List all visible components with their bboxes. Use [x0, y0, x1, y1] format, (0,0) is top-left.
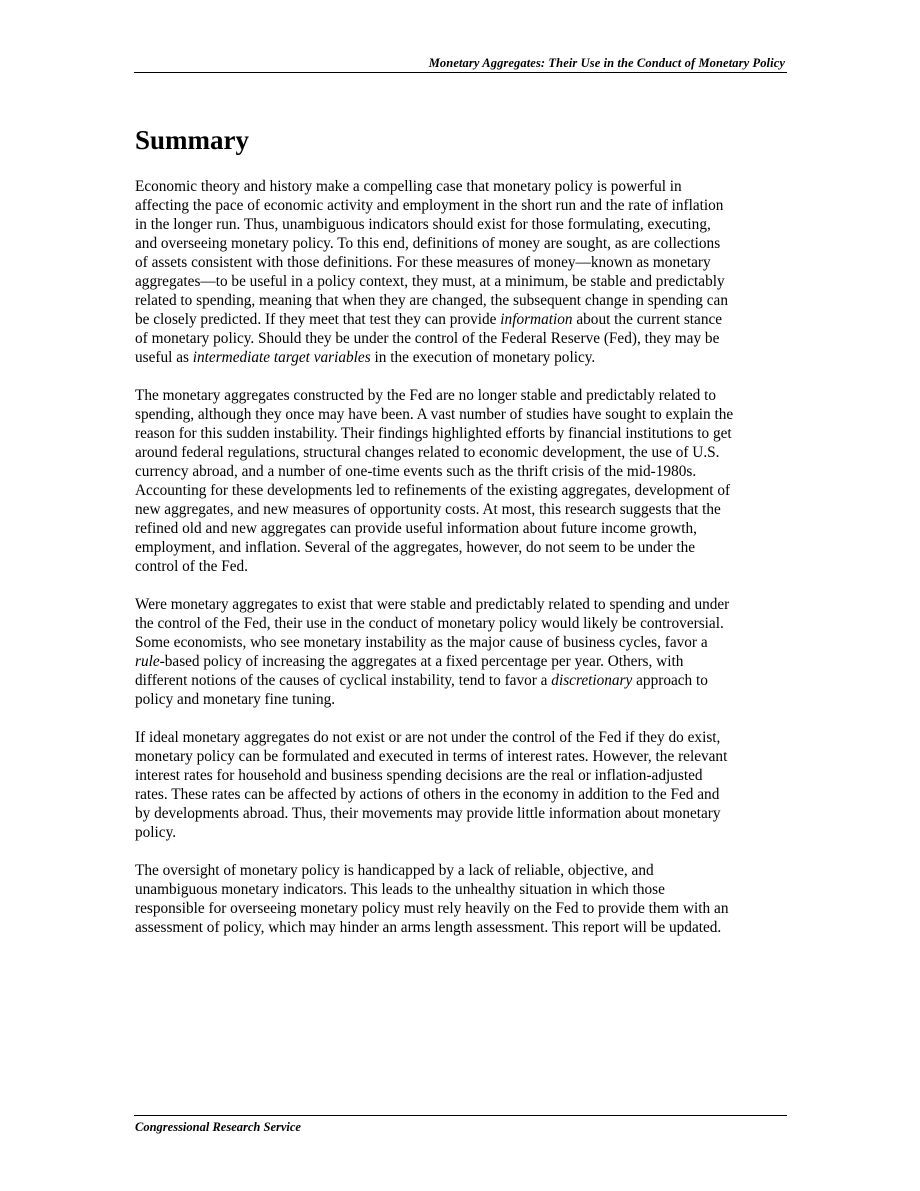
text-line: [135, 652, 790, 671]
text-run: policy and monetary fine tuning.: [135, 691, 336, 708]
text-run: in the longer run. Thus, unambiguous indicators should exist for those formulating, executing,: [135, 216, 711, 233]
text-run: about the current stance: [572, 311, 723, 328]
summary-paragraph: [135, 861, 790, 937]
text-run: the control of the Fed, their use in the conduct of monetary policy would likely be controversial.: [135, 615, 724, 632]
summary-paragraph: [135, 177, 790, 367]
text-run: and overseeing monetary policy. To this end, definitions of money are sought, as are collections: [135, 235, 721, 252]
text-line: [135, 253, 790, 272]
text-run: Accounting for these developments led to refinements of the existing aggregates, development of: [135, 482, 731, 499]
text-run: unambiguous monetary indicators. This leads to the unhealthy situation in which those: [135, 881, 665, 898]
text-run: spending, although they once may have been. A vast number of studies have sought to explain the: [135, 406, 734, 423]
text-run: Economic theory and history make a compelling case that monetary policy is powerful in: [135, 178, 682, 195]
text-line: [135, 804, 790, 823]
text-run: interest rates for household and business spending decisions are the real or inflation-adjusted: [135, 767, 703, 784]
text-line: [135, 728, 790, 747]
text-run: of monetary policy. Should they be under the control of the Federal Reserve (Fed), they may be: [135, 330, 720, 347]
text-line: [135, 177, 790, 196]
text-line: [135, 671, 790, 690]
text-line: [135, 595, 790, 614]
text-run: rates. These rates can be affected by actions of others in the economy in addition to the Fed and: [135, 786, 720, 803]
text-run: around federal regulations, structural changes related to economic development, the use of U.S.: [135, 444, 720, 461]
page-title: Summary: [135, 125, 249, 155]
text-line: [135, 405, 790, 424]
text-line: [135, 329, 790, 348]
text-line: [135, 918, 790, 937]
text-line: [135, 519, 790, 538]
text-line: [135, 386, 790, 405]
text-run: aggregates—to be useful in a policy context, they must, at a minimum, be stable and predictably: [135, 273, 725, 290]
text-line: [135, 196, 790, 215]
text-run: approach to: [632, 672, 708, 689]
header-rule: [134, 72, 787, 73]
text-run: employment, and inflation. Several of the aggregates, however, do not seem to be under the: [135, 539, 696, 556]
text-line: [135, 348, 790, 367]
text-line: [135, 633, 790, 652]
text-line: [135, 500, 790, 519]
text-run: -based policy of increasing the aggregates at a fixed percentage per year. Others, with: [159, 653, 684, 670]
text-run: different notions of the causes of cyclical instability, tend to favor a: [135, 672, 552, 689]
emphasized-term: intermediate target variables: [192, 349, 371, 366]
text-line: [135, 690, 790, 709]
summary-body: [135, 177, 790, 956]
text-line: [135, 234, 790, 253]
text-line: [135, 899, 790, 918]
text-line: [135, 823, 790, 842]
footer-rule: [134, 1115, 787, 1116]
text-line: [135, 443, 790, 462]
text-line: [135, 215, 790, 234]
text-run: responsible for overseeing monetary policy must rely heavily on the Fed to provide them with an: [135, 900, 729, 917]
footer-organization: Congressional Research Service: [135, 1120, 301, 1134]
summary-paragraph: [135, 595, 790, 709]
text-run: control of the Fed.: [135, 558, 249, 575]
text-run: Some economists, who see monetary instability as the major cause of business cycles, favor a: [135, 634, 708, 651]
text-line: [135, 538, 790, 557]
text-run: reason for this sudden instability. Their findings highlighted efforts by financial institutions to get: [135, 425, 732, 442]
text-line: [135, 481, 790, 500]
text-line: [135, 310, 790, 329]
text-run: The monetary aggregates constructed by the Fed are no longer stable and predictably related to: [135, 387, 717, 404]
text-line: [135, 557, 790, 576]
text-line: [135, 424, 790, 443]
text-run: Were monetary aggregates to exist that were stable and predictably related to spending and under: [135, 596, 730, 613]
text-line: [135, 272, 790, 291]
text-line: [135, 785, 790, 804]
text-run: monetary policy can be formulated and executed in terms of interest rates. However, the relevant: [135, 748, 728, 765]
summary-paragraph: [135, 386, 790, 576]
text-run: new aggregates, and new measures of opportunity costs. At most, this research suggests that the: [135, 501, 721, 518]
text-run: currency abroad, and a number of one-time events such as the thrift crisis of the mid-1980s.: [135, 463, 697, 480]
text-run: affecting the pace of economic activity and employment in the short run and the rate of inflation: [135, 197, 724, 214]
summary-paragraph: [135, 728, 790, 842]
emphasized-term: information: [500, 311, 573, 328]
text-run: assessment of policy, which may hinder an arms length assessment. This report will be updated.: [135, 919, 722, 936]
text-line: [135, 880, 790, 899]
emphasized-term: discretionary: [551, 672, 633, 689]
text-run: policy.: [135, 824, 177, 841]
text-line: [135, 291, 790, 310]
text-run: in the execution of monetary policy.: [370, 349, 596, 366]
text-run: useful as: [135, 349, 193, 366]
text-run: of assets consistent with those definitions. For these measures of money—known as monetary: [135, 254, 711, 271]
text-run: by developments abroad. Thus, their movements may provide little information about monetary: [135, 805, 721, 822]
text-line: [135, 462, 790, 481]
text-run: be closely predicted. If they meet that test they can provide: [135, 311, 501, 328]
running-header: Monetary Aggregates: Their Use in the Conduct of Monetary Policy: [428, 56, 785, 70]
text-line: [135, 747, 790, 766]
text-line: [135, 861, 790, 880]
text-run: refined old and new aggregates can provide useful information about future income growth,: [135, 520, 697, 537]
emphasized-term: rule: [135, 653, 160, 670]
text-run: If ideal monetary aggregates do not exist or are not under the control of the Fed if they do exist,: [135, 729, 721, 746]
text-line: [135, 766, 790, 785]
text-line: [135, 614, 790, 633]
text-run: The oversight of monetary policy is handicapped by a lack of reliable, objective, and: [135, 862, 654, 879]
text-run: related to spending, meaning that when they are changed, the subsequent change in spending can: [135, 292, 728, 309]
